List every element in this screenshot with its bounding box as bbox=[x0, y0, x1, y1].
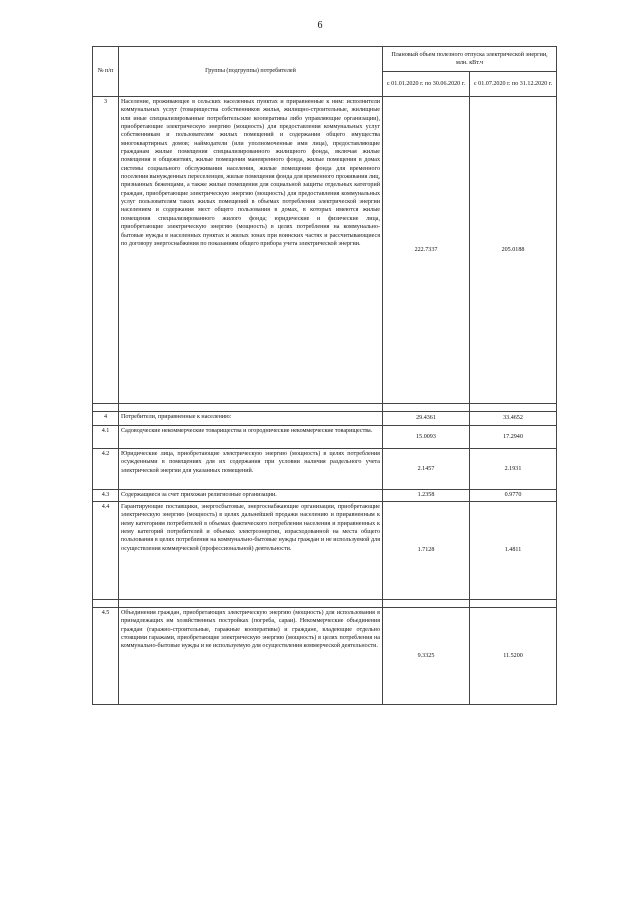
table-row bbox=[93, 412, 557, 426]
row-value-period-1: 2.1457 bbox=[383, 449, 470, 490]
row-description: Объединения граждан, приобретающих электрическую энергию (мощность) для использования в принадлежащих им хозяйственных постройках (погреба, сараи). Некоммерческие объединения граждан (гаражно-строительные, гаражные кооперативы) и граждане, владеющие отдельно стоящими гаражами, приобретающие электрическую энергию (мощность) в целях потребления на коммунально-бытовые нужды и не используемую для осуществления коммерческой деятельности. bbox=[119, 608, 383, 705]
row-value-period-2: 1.4811 bbox=[470, 502, 557, 600]
row-number: 4.2 bbox=[93, 449, 119, 490]
row-number: 3 bbox=[93, 97, 119, 404]
row-spacer bbox=[93, 600, 557, 608]
row-value-period-1: 1.7128 bbox=[383, 502, 470, 600]
row-number: 4 bbox=[93, 412, 119, 426]
row-description: Потребители, приравненные к населению: bbox=[119, 412, 383, 426]
header-groups: Группы (подгруппы) потребителей bbox=[119, 47, 383, 97]
row-description: Юридические лица, приобретающие электрическую энергию (мощность) в целях потребления осужденными в помещениях для их содержания при условии наличия раздельного учета электрической энергии для указанных помещений. bbox=[119, 449, 383, 490]
header-volume: Плановый объем полезного отпуска электрической энергии, млн. кВт.ч bbox=[383, 47, 557, 72]
row-value-period-2: 205.0188 bbox=[470, 97, 557, 404]
row-value-period-1: 9.3325 bbox=[383, 608, 470, 705]
header-period-2: с 01.07.2020 г. по 31.12.2020 г. bbox=[470, 72, 557, 97]
row-description: Содержащиеся за счет прихожан религиозные организации. bbox=[119, 490, 383, 502]
row-value-period-2: 2.1931 bbox=[470, 449, 557, 490]
table-row bbox=[93, 490, 557, 502]
row-description: Садоводческие некоммерческие товарищества и огороднические некоммерческие товарищества. bbox=[119, 426, 383, 449]
row-description: Население, проживающее в сельских населенных пунктах и приравненные к ним: исполнители коммунальных услуг (товарищества собственников жилья, жилищно-строительные, жилищные или иные специализированные потребительские кооперативы либо управляющие организации), приобретающие электрическую энергию (мощность) для предоставления коммунальных услуг собственникам и пользователям жилых помещений и содержания общего имущества многоквартирных домов; наймодатели (или уполномоченные ими лица), предоставляющие гражданам жилые помещения специализированного жилищного фонда, включая жилые помещения в общежитиях, жилые помещения маневренного фонда, жилые помещения в домах системы социального обслуживания населения, жилые помещения фонда для временного поселения вынужденных переселенцев, жилые помещения фонда для временного проживания лиц, признанных беженцами, а также жилые помещения для социальной защиты отдельных категорий граждан, приобретающие электрическую энергию (мощность) для предоставления коммунальных услуг пользователям таких жилых помещений в объемах потребления электрической энергии населением и содержания мест общего пользования в домах, в которых имеются жилые помещения специализированного жилого фонда; юридические и физические лица, приобретающие электрическую энергию (мощность) в целях потребления на коммунально-бытовые нужды в населенных пунктах и жилых зонах при воинских частях и рассчитывающиеся по договору энергоснабжения по показаниям общего прибора учета электрической энергии. bbox=[119, 97, 383, 404]
row-value-period-1: 15.0093 bbox=[383, 426, 470, 449]
row-value-period-2: 33.4652 bbox=[470, 412, 557, 426]
header-period-1: с 01.01.2020 г. по 30.06.2020 г. bbox=[383, 72, 470, 97]
row-value-period-2: 0.9770 bbox=[470, 490, 557, 502]
page-number: 6 bbox=[317, 20, 323, 31]
row-value-period-2: 11.5200 bbox=[470, 608, 557, 705]
row-number: 4.3 bbox=[93, 490, 119, 502]
table-row bbox=[93, 97, 557, 404]
row-spacer bbox=[93, 404, 557, 412]
row-description: Гарантирующие поставщики, энергосбытовые, энергоснабжающие организации, приобретающие электрическую энергию (мощность) в целях дальнейшей продажи населению и приравненным к нему категориям потребителей в объемах фактического потребления населения и приравненных к нему категорий потребителей и объемах электроэнергии, израсходованной на места общего пользования в целях потребления на коммунально-бытовые нужды граждан и не используемой для осуществления коммерческой (профессиональной) деятельности. bbox=[119, 502, 383, 600]
row-number: 4.5 bbox=[93, 608, 119, 705]
table-header-row bbox=[93, 47, 557, 72]
row-number: 4.1 bbox=[93, 426, 119, 449]
table-row bbox=[93, 426, 557, 449]
header-num: № п/п bbox=[93, 47, 119, 97]
consumption-table bbox=[92, 46, 557, 705]
row-value-period-2: 17.2940 bbox=[470, 426, 557, 449]
table-row bbox=[93, 608, 557, 705]
row-value-period-1: 29.4361 bbox=[383, 412, 470, 426]
table-row bbox=[93, 502, 557, 600]
table-row bbox=[93, 449, 557, 490]
row-value-period-1: 222.7337 bbox=[383, 97, 470, 404]
row-number: 4.4 bbox=[93, 502, 119, 600]
row-value-period-1: 1.2358 bbox=[383, 490, 470, 502]
